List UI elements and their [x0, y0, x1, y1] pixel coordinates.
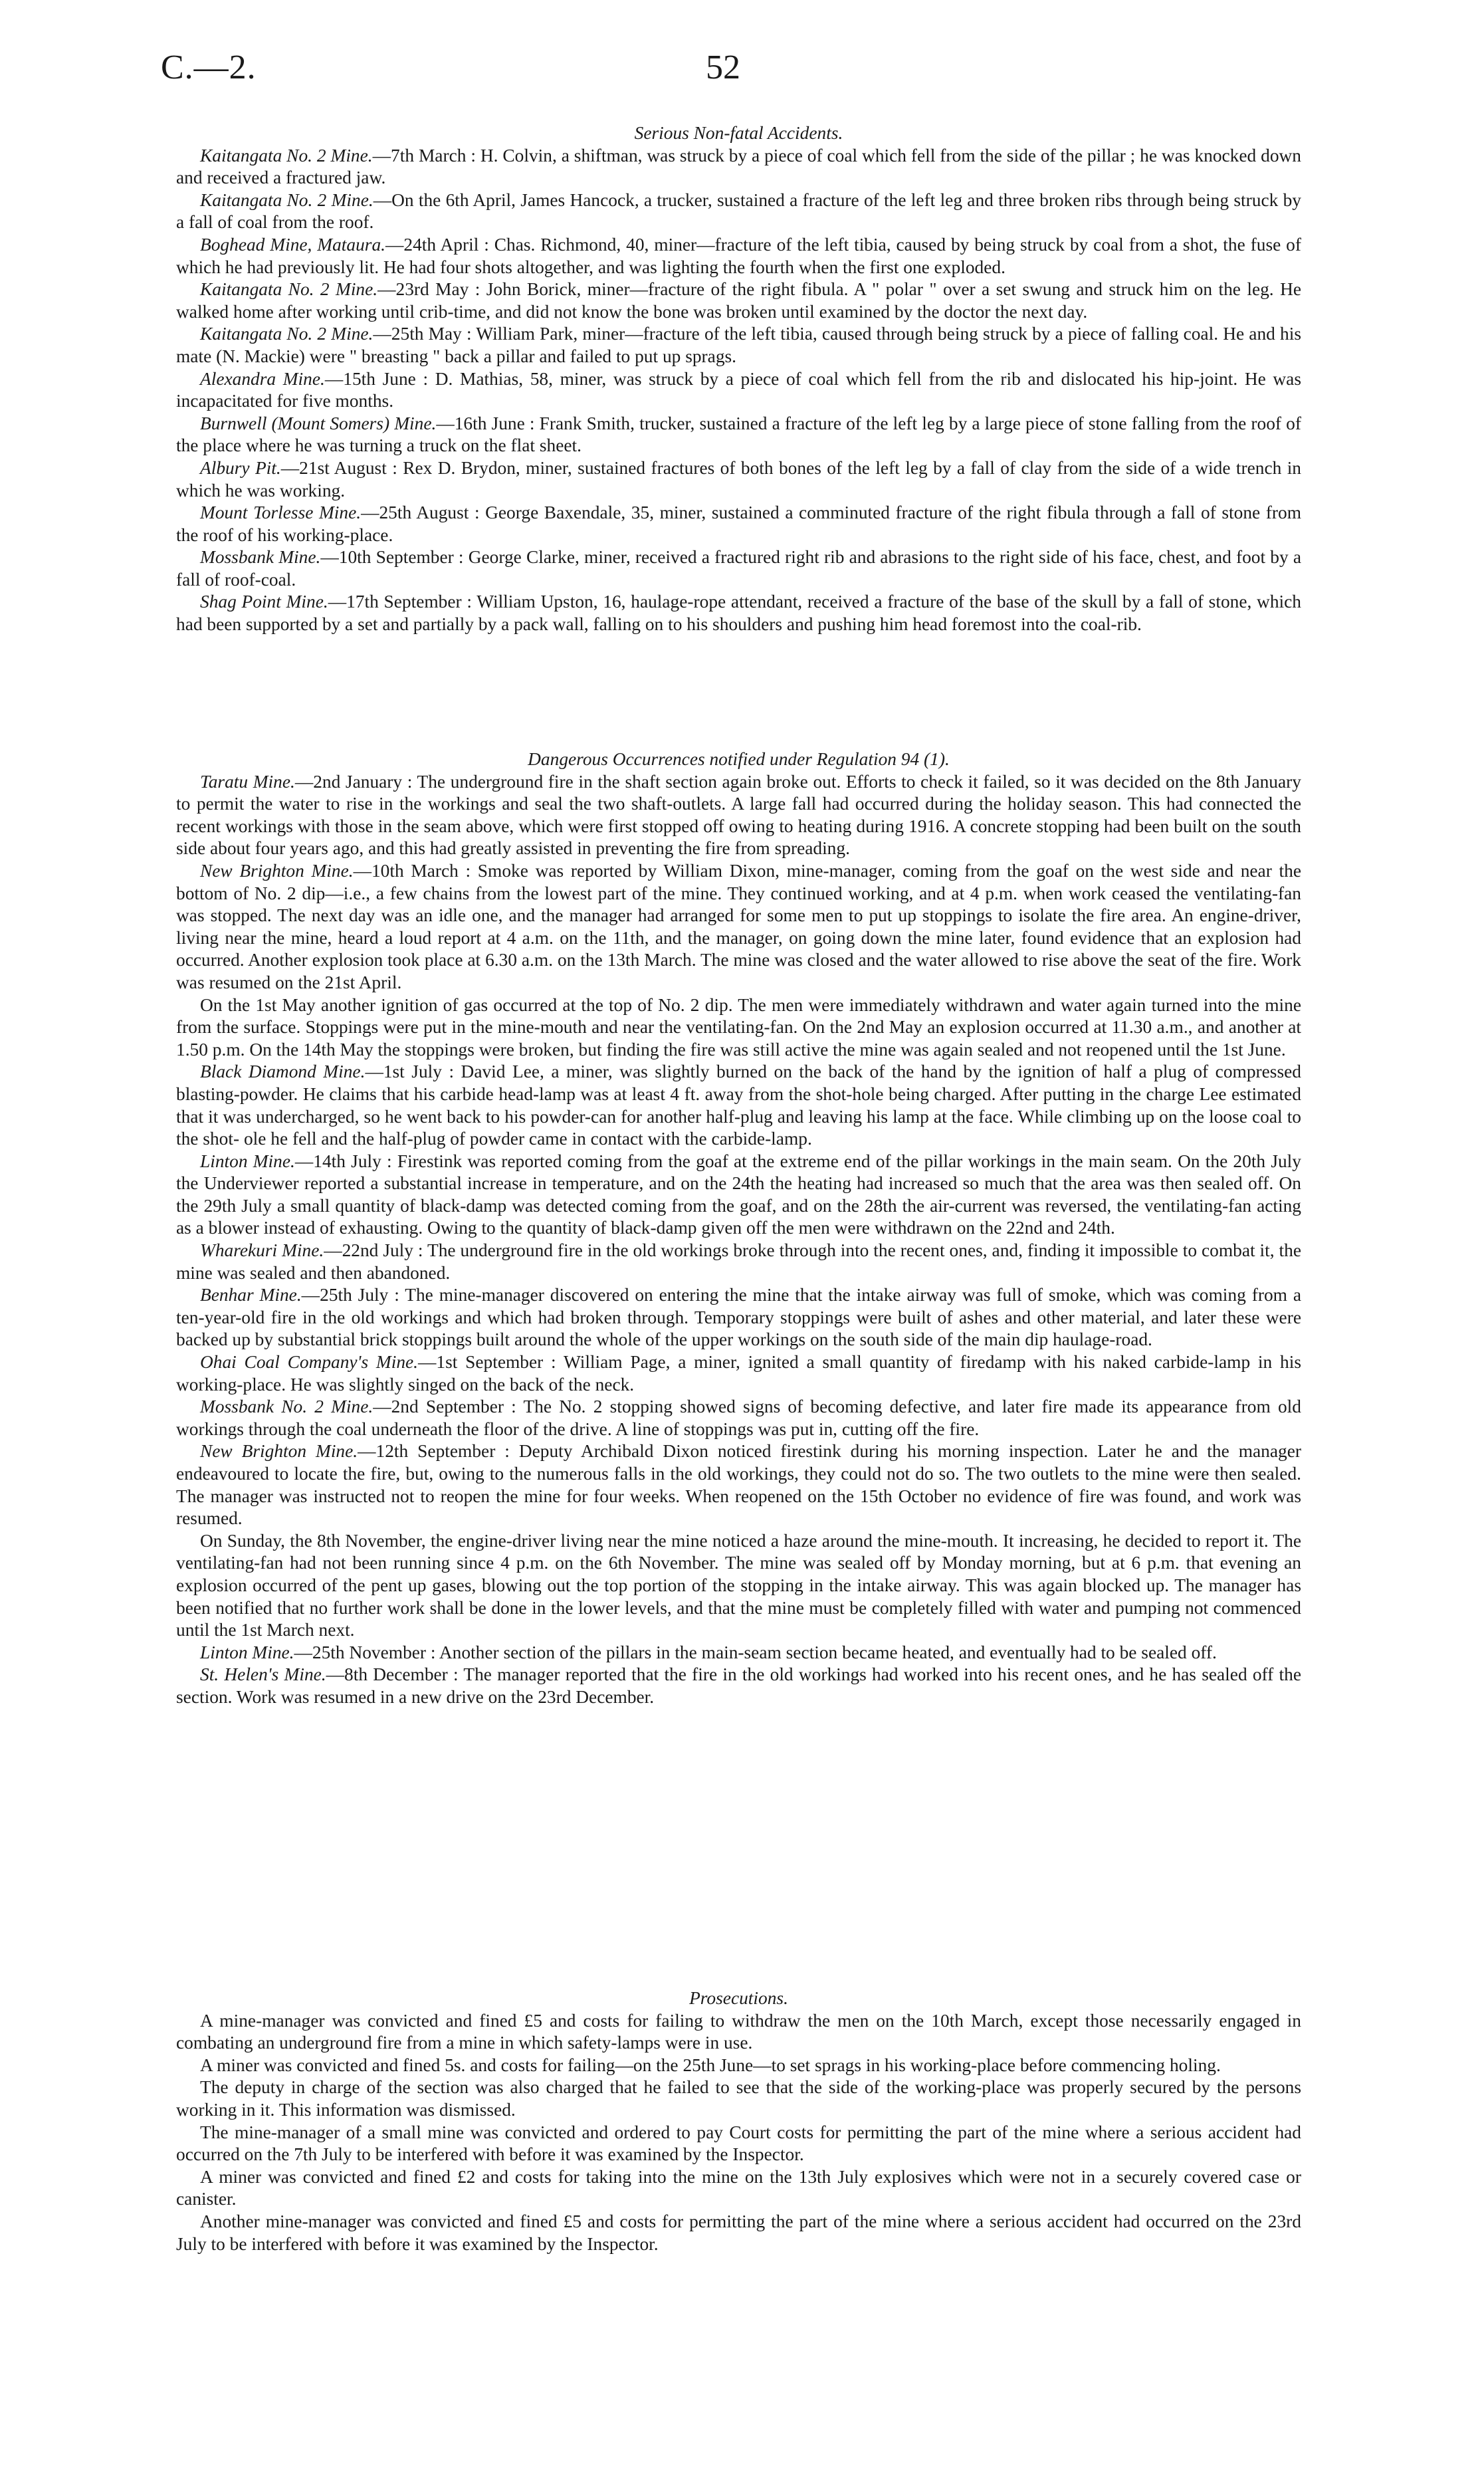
paragraph-text: The mine-manager of a small mine was convicted and ordered to pay Court costs for permitting the part of the mine where a serious accident had occurred on the 7th July to be interfered with before it was examined by the Inspector.: [176, 2122, 1301, 2165]
paragraph: [176, 2211, 1301, 2255]
paragraph-text: —15th June : D. Mathias, 58, miner, was struck by a piece of coal which fell from the rib and dislocated his hip-joint. He was incapacitated for five months.: [176, 368, 1301, 411]
mine-name: Mossbank Mine.: [200, 547, 321, 568]
mine-name: Linton Mine.: [200, 1151, 295, 1171]
dangerous-occurrences-section: [176, 748, 1301, 1709]
paragraph-text: A miner was convicted and fined 5s. and costs for failing—on the 25th June—to set sprags in his working-place before commencing holing.: [200, 2055, 1221, 2075]
mine-name: New Brighton Mine.: [200, 860, 354, 881]
mine-name: Kaitangata No. 2 Mine.: [200, 189, 373, 210]
mine-name: Albury Pit.: [200, 457, 281, 478]
paragraph: [176, 1240, 1301, 1284]
paragraph-text: A mine-manager was convicted and fined £5 and costs for failing to withdraw the men on the 10th March, except those necessarily engaged in combating an underground fire from a mine in which safety-lamps were in use.: [176, 2010, 1301, 2053]
mine-name: Alexandra Mine.: [200, 368, 325, 389]
mine-name: Mossbank No. 2 Mine.: [200, 1397, 373, 1417]
paragraph-text: —On the 6th April, James Hancock, a trucker, sustained a fracture of the left leg and three broken ribs through being struck by a fall of coal from the roof.: [176, 189, 1301, 233]
paragraph-text: —14th July : Firestink was reported coming from the goaf at the extreme end of the pillar workings in the main seam. On the 20th July the Underviewer reported a substantial increase in temperature, and on the 24th the heating had increased so much that the area was then sealed off. On the 29th July a small quantity of black-damp was detected coming from the goaf, and on the 28th the air-current was reversed, the ventilating-fan acting as a blower instead of exhausting. Owing to the quantity of black-damp given off the men were withdrawn on the 22nd and 24th.: [176, 1151, 1301, 1238]
report-code: C.—2.: [161, 49, 257, 86]
paragraph: [176, 546, 1301, 591]
paragraph-text: —7th March : H. Colvin, a shiftman, was struck by a piece of coal which fell from the side of the pillar ; he was knocked down and received a fractured jaw.: [176, 145, 1301, 188]
paragraph-text: —25th May : William Park, miner—fracture of the left tibia, caused through being struck by a piece of falling coal. He and his mate (N. Mackie) were " breasting " back a pillar and failed to put up sprags.: [176, 324, 1301, 366]
paragraph: [176, 860, 1301, 994]
paragraph-text: On the 1st May another ignition of gas occurred at the top of No. 2 dip. The men were immediately withdrawn and water again turned into the mine from the surface. Stoppings were put in the mine-mouth and near the ventilating-fan. On the 2nd May an explosion occurred at 11.30 a.m., and another at 1.50 p.m. On the 14th May the stoppings were broken, but finding the fire was still active the mine was again sealed and not reopened until the 1st June.: [176, 994, 1301, 1060]
paragraph: [176, 771, 1301, 860]
paragraph: [176, 1061, 1301, 1150]
paragraph-text: —22nd July : The underground fire in the old workings broke through into the recent ones, and, finding it impossible to combat it, the mine was sealed and then abandoned.: [176, 1240, 1301, 1283]
prosecutions-section: [176, 1987, 1301, 2255]
paragraph: [176, 368, 1301, 413]
mine-name: Wharekuri Mine.: [200, 1240, 324, 1261]
paragraph-text: —23rd May : John Borick, miner—fracture of the right fibula. A " polar " over a set swung and struck him on the leg. He walked home after working until crib-time, and did not know the bone was broken until examined by the doctor the next day.: [176, 279, 1302, 322]
paragraph-text: —2nd September : The No. 2 stopping showed signs of becoming defective, and later fire made its appearance from old workings through the coal underneath the floor of the drive. A line of stoppings was put in, cutting off the fire.: [176, 1397, 1301, 1439]
paragraph-text: —25th August : George Baxendale, 35, miner, sustained a comminuted fracture of the right fibula through a fall of stone from the roof of his working-place.: [176, 503, 1301, 545]
paragraph: [176, 189, 1301, 234]
paragraph: [176, 2010, 1301, 2055]
paragraph-text: —12th September : Deputy Archibald Dixon noticed firestink during his morning inspection. Later he and the manager endeavoured to locate the fire, but, owing to the numerous falls in the old workings, they could not do so. The two outlets to the mine were then sealed. The manager was instructed not to reopen the mine for four weeks. When reopened on the 15th October no evidence of fire was found, and work was resumed.: [176, 1441, 1301, 1529]
paragraph-text: —10th September : George Clarke, miner, received a fractured right rib and abrasions to the right side of his face, chest, and foot by a fall of roof-coal.: [176, 547, 1301, 590]
paragraph: [176, 145, 1301, 189]
paragraph-text: —17th September : William Upston, 16, haulage-rope attendant, received a fracture of the base of the skull by a fall of stone, which had been supported by a set and partially by a pack wall, falling on to his shoulders and pushing him head foremost into the coal-rib.: [176, 592, 1301, 635]
paragraph-text: —25th November : Another section of the pillars in the main-seam section became heated, and eventually had to be sealed off.: [294, 1642, 1217, 1662]
serious-accidents-section: [176, 122, 1301, 636]
paragraph: [176, 2122, 1301, 2166]
mine-name: New Brighton Mine.: [200, 1441, 358, 1462]
paragraph-text: —21st August : Rex D. Brydon, miner, sustained fractures of both bones of the left leg by a fall of clay from the side of a wide trench in which he was working.: [176, 457, 1302, 501]
paragraph: [176, 502, 1301, 546]
paragraph: [176, 1396, 1301, 1440]
mine-name: Kaitangata No. 2 Mine.: [200, 145, 373, 166]
mine-name: Taratu Mine.: [200, 771, 295, 792]
paragraph: [176, 1664, 1301, 1708]
paragraph-text: The deputy in charge of the section was also charged that he failed to see that the side of the working-place was properly secured by the persons working in it. This information was dismissed.: [176, 2077, 1301, 2120]
paragraph-text: Another mine-manager was convicted and fined £5 and costs for permitting the part of the mine where a serious accident had occurred on the 23rd July to be interfered with before it was examined by the Inspector.: [176, 2211, 1301, 2254]
paragraph-text: On Sunday, the 8th November, the engine-driver living near the mine noticed a haze around the mine-mouth. It increasing, he decided to report it. The ventilating-fan had not been running since 4 p.m. on the 6th November. The mine was sealed off by Monday morning, but at 6 p.m. that evening an explosion occurred of the pent up gases, blowing out the top portion of the stopping in the intake airway. This was again blocked up. The manager has been notified that no further work shall be done in the lower levels, and that the mine must be completely filled with water and pumping not commenced until the 1st March next.: [176, 1530, 1301, 1640]
paragraph-text: A miner was convicted and fined £2 and costs for taking into the mine on the 13th July explosives which were not in a securely covered case or canister.: [176, 2166, 1301, 2209]
mine-name: Benhar Mine.: [200, 1285, 302, 1305]
paragraph: [176, 591, 1301, 635]
mine-name: Boghead Mine, Mataura.: [200, 234, 386, 255]
paragraph-text: —10th March : Smoke was reported by William Dixon, mine-manager, coming from the goaf on the west side and near the bottom of No. 2 dip—i.e., a few chains from the lowest part of the mine. They continued working, and at 4 p.m. when work ceased the ventilating-fan was stopped. The next day was an idle one, and the manager had arranged for some men to put up stoppings to isolate the fire area. An engine-driver, living near the mine, heard a loud report at 4 a.m. on the 11th, and the manager, on going down the mine later, found evidence that an explosion had occurred. Another explosion took place at 6.30 a.m. on the 13th March. The mine was closed and the water allowed to rise above the seat of the fire. Work was resumed on the 21st April.: [176, 860, 1301, 992]
mine-name: Mount Torlesse Mine.: [200, 503, 362, 523]
mine-name: Linton Mine.: [200, 1642, 294, 1662]
page-number: 52: [706, 49, 740, 86]
mine-name: Kaitangata No. 2 Mine.: [200, 279, 378, 300]
mine-name: Shag Point Mine.: [200, 592, 328, 612]
mine-name: Ohai Coal Company's Mine.: [200, 1352, 419, 1373]
paragraph-text: —8th December : The manager reported that the fire in the old workings had worked into his recent ones, and he has sealed off the section. Work was resumed in a new drive on the 23rd December.: [176, 1664, 1301, 1707]
paragraph: [176, 994, 1301, 1062]
paragraph-text: —24th April : Chas. Richmond, 40, miner—fracture of the left tibia, caused by being struck by coal from a shot, the fuse of which he had previously lit. He had four shots altogether, and was lighting the fourth when the first one exploded.: [176, 234, 1301, 277]
paragraph: [176, 1440, 1301, 1529]
paragraph: [176, 279, 1301, 323]
paragraph: [176, 1530, 1301, 1642]
mine-name: St. Helen's Mine.: [200, 1664, 326, 1685]
paragraph-text: —1st September : William Page, a miner, ignited a small quantity of firedamp with his naked carbide-lamp in his working-place. He was slightly singed on the back of the neck.: [176, 1352, 1301, 1395]
paragraph-text: —2nd January : The underground fire in the shaft section again broke out. Efforts to check it failed, so it was decided on the 8th January to permit the water to rise in the workings and seal the two shaft-outlets. A large fall had occurred during the holiday season. This had connected the recent workings with those in the seam above, which were first stopped off owing to heating during 1916. A concrete stopping had been built on the south side about four years ago, and this had greatly assisted in preventing the fire from spreading.: [176, 771, 1301, 859]
paragraph: [176, 323, 1301, 368]
paragraph-text: —25th July : The mine-manager discovered on entering the mine that the intake airway was full of smoke, which was coming from a ten-year-old fire in the old workings and which had broken through. Temporary stoppings were built of ashes and other material, and later these were backed up by substantial brick stoppings built around the whole of the upper workings on the south side of the main dip haulage-road.: [176, 1285, 1302, 1350]
paragraph: [176, 1151, 1301, 1240]
paragraph: [176, 1284, 1301, 1351]
paragraph-text: —1st July : David Lee, a miner, was slightly burned on the back of the hand by the ignition of half a plug of compressed blasting-powder. He claims that his carbide head-lamp was at least 4 ft. away from the shot-hole being charged. After putting in the charge Lee estimated that it was undercharged, so he went back to his powder-can for another half-plug and leaving his lamp at the face. While climbing up on the loose coal to the shot- ole he fell and the half-plug of powder came in contact with the carbide-lamp.: [176, 1062, 1301, 1149]
paragraph: [176, 2076, 1301, 2121]
section-heading: Serious Non-fatal Accidents.: [634, 123, 843, 143]
section-heading: Dangerous Occurrences notified under Regulation 94 (1).: [528, 749, 950, 769]
section-heading: Prosecutions.: [689, 1988, 788, 2008]
mine-name: Burnwell (Mount Somers) Mine.: [200, 413, 437, 433]
paragraph: [176, 457, 1301, 502]
paragraph: [176, 413, 1301, 457]
paragraph-text: —16th June : Frank Smith, trucker, sustained a fracture of the left leg by a large piece of stone falling from the roof of the place where he was turning a truck on the flat sheet.: [176, 413, 1301, 456]
paragraph: [176, 1642, 1301, 1664]
paragraph: [176, 234, 1301, 279]
mine-name: Kaitangata No. 2 Mine.: [200, 324, 373, 344]
paragraph: [176, 2055, 1301, 2077]
mine-name: Black Diamond Mine.: [200, 1062, 366, 1082]
paragraph: [176, 1351, 1301, 1396]
paragraph: [176, 2166, 1301, 2211]
